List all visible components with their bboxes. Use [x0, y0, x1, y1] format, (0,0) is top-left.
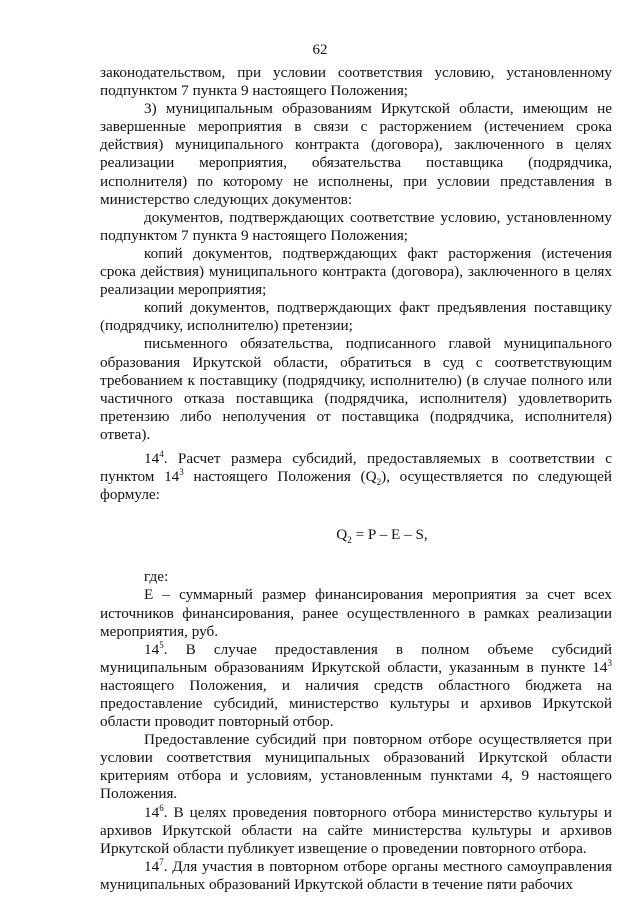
paragraph-14-4: $14^4$. Расчет размера субсидий, предоставляемых в соответствии с пунктом $14^3$ настоящего Положения $(Q_2)$, осуществляется по следующей формуле: — [100, 448, 612, 504]
paragraph-doc-claim: копий документов, подтверждающих факт предъявления поставщику (подрядчику, исполнителю) претензии; — [100, 299, 612, 335]
formula-q2: $Q_2 = P - E - S$, — [336, 526, 428, 546]
paragraph-definition-e: E – суммарный размер финансирования мероприятия за счет всех источников финансирования, ранее осуществленного в рамках реализации мероприятия, руб. — [100, 586, 612, 640]
paragraph-continuation: законодательством, при условии соответствия условию, установленному подпунктом 7 пункта 9 настоящего Положения; — [100, 64, 612, 100]
paragraph-item-3: 3) муниципальным образованиям Иркутской области, имеющим не завершенные мероприятия в связи с расторжением (истечением срока действия) муниципального контракта (договора), заключенного в целях реализации мероприятия, обязательства поставщика (подрядчика, исполнителя) по которому не исполнены, при условии представления в министерство следующих документов: — [100, 100, 612, 208]
paragraph-repeat-selection-conditions: Предоставление субсидий при повторном отборе осуществляется при условии соответствия муниципальных образований Иркутской области критериям отбора и условиям, установленным пунктами 4, 9 настоящего Положения. — [100, 731, 612, 803]
page-number: 62 — [312, 42, 328, 58]
document-body — [100, 64, 612, 894]
paragraph-14-5: $14^5$. В случае предоставления в полном объеме субсидий муниципальным образованиям Иркутской области, указанным в пункте $14^3$ настоящего Положения, и наличия средств областного бюджета на предоставление субсидий, министерство культуры и архивов Иркутской области проводит повторный отбор. — [100, 639, 612, 731]
paragraph-14-7: $14^7$. Для участия в повторном отборе органы местного самоуправления муниципальных образований Иркутской области в течение пяти рабочих — [100, 856, 612, 893]
paragraph-written-obligation: письменного обязательства, подписанного главой муниципального образования Иркутской области, обратиться в суд с соответствующим требованием к поставщику (подрядчику, исполнителю) (в случае полного или частичного отказа поставщика (подрядчика, исполнителя) удовлетворить претензию либо неполучения от поставщика (подрядчика, исполнителя) ответа). — [100, 335, 612, 443]
paragraph-14-6: $14^6$. В целях проведения повторного отбора министерство культуры и архивов Иркутской области на сайте министерства культуры и архивов Иркутской области публикует извещение о проведении повторного отбора. — [100, 802, 612, 857]
where-label: где: — [144, 568, 169, 586]
paragraph-doc-termination: копий документов, подтверждающих факт расторжения (истечения срока действия) муниципального контракта (договора), заключенного в целях реализации мероприятия; — [100, 244, 612, 299]
paragraph-doc-conditions: документов, подтверждающих соответствие условию, установленному подпунктом 7 пункта 9 настоящего Положения; — [100, 208, 612, 244]
